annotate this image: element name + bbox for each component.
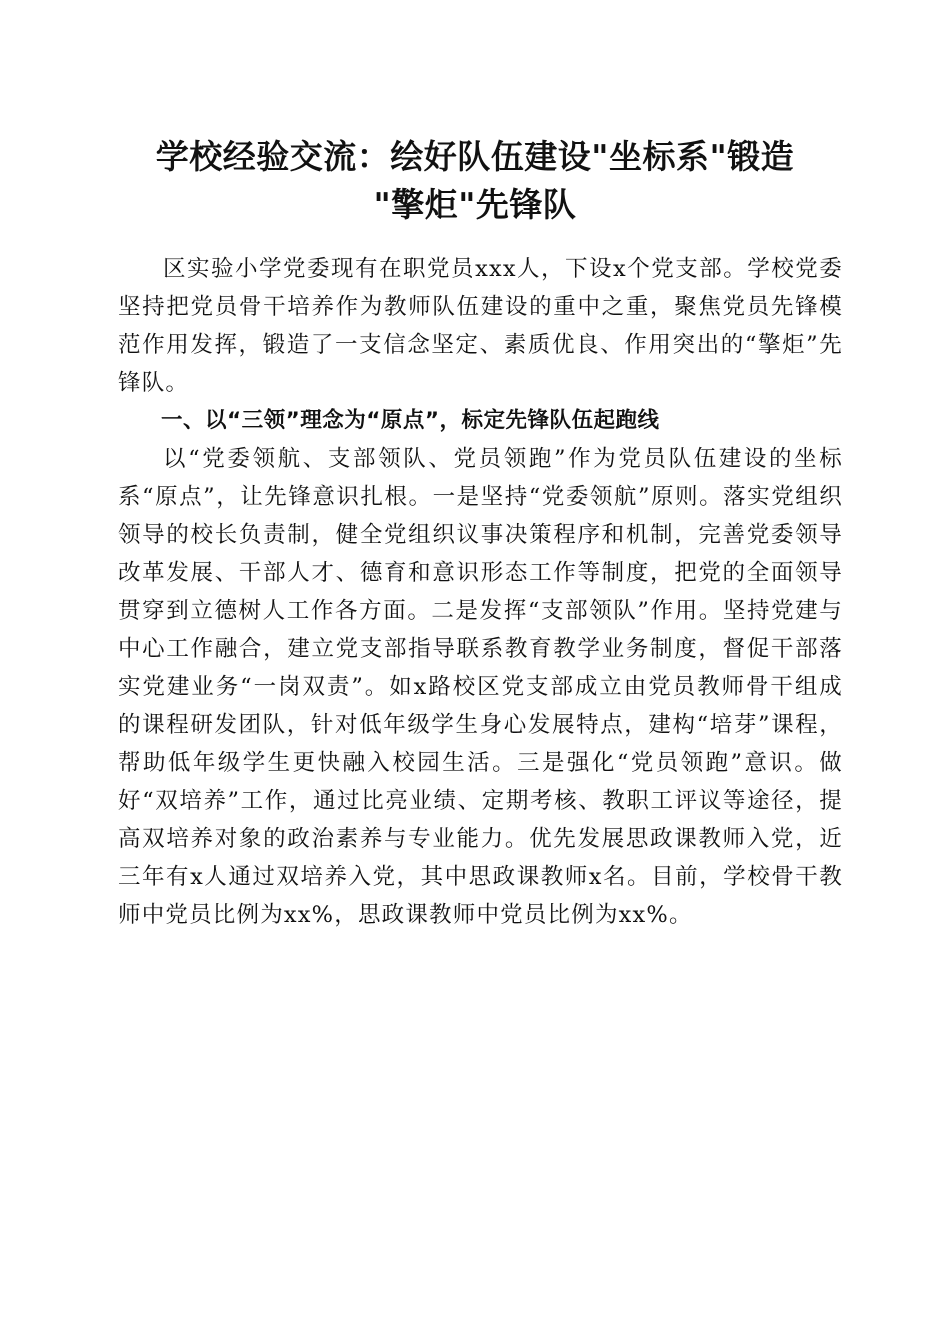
document-body	[118, 250, 843, 934]
intro-paragraph: 区实验小学党委现有在职党员xxx人，下设x个党支部。学校党委坚持把党员骨干培养作为教师队伍建设的重中之重，聚焦党员先锋模范作用发挥，锻造了一支信念坚定、素质优良、作用突出的“擎炬”先锋队。	[118, 256, 843, 396]
document-title	[100, 133, 850, 229]
title-line-2: "擎炬"先锋队	[373, 185, 577, 224]
section-heading-1: 一、以“三领”理念为“原点”，标定先锋队伍起跑线	[161, 408, 660, 433]
title-line-1: 学校经验交流：绘好队伍建设"坐标系"锻造	[155, 137, 795, 176]
section-1-paragraph: 以“党委领航、支部领队、党员领跑”作为党员队伍建设的坐标系“原点”，让先锋意识扎根。一是坚持“党委领航”原则。落实党组织领导的校长负责制，健全党组织议事决策程序和机制，完善党委领导改革发展、干部人才、德育和意识形态工作等制度，把党的全面领导贯穿到立德树人工作各方面。二是发挥“支部领队”作用。坚持党建与中心工作融合，建立党支部指导联系教育教学业务制度，督促干部落实党建业务“一岗双责”。如x路校区党支部成立由党员教师骨干组成的课程研发团队，针对低年级学生身心发展特点，建构“培芽”课程，帮助低年级学生更快融入校园生活。三是强化“党员领跑”意识。做好“双培养”工作，通过比亮业绩、定期考核、教职工评议等途径，提高双培养对象的政治素养与专业能力。优先发展思政课教师入党，近三年有x人通过双培养入党，其中思政课教师x名。目前，学校骨干教师中党员比例为xx%，思政课教师中党员比例为xx%。	[118, 446, 843, 928]
